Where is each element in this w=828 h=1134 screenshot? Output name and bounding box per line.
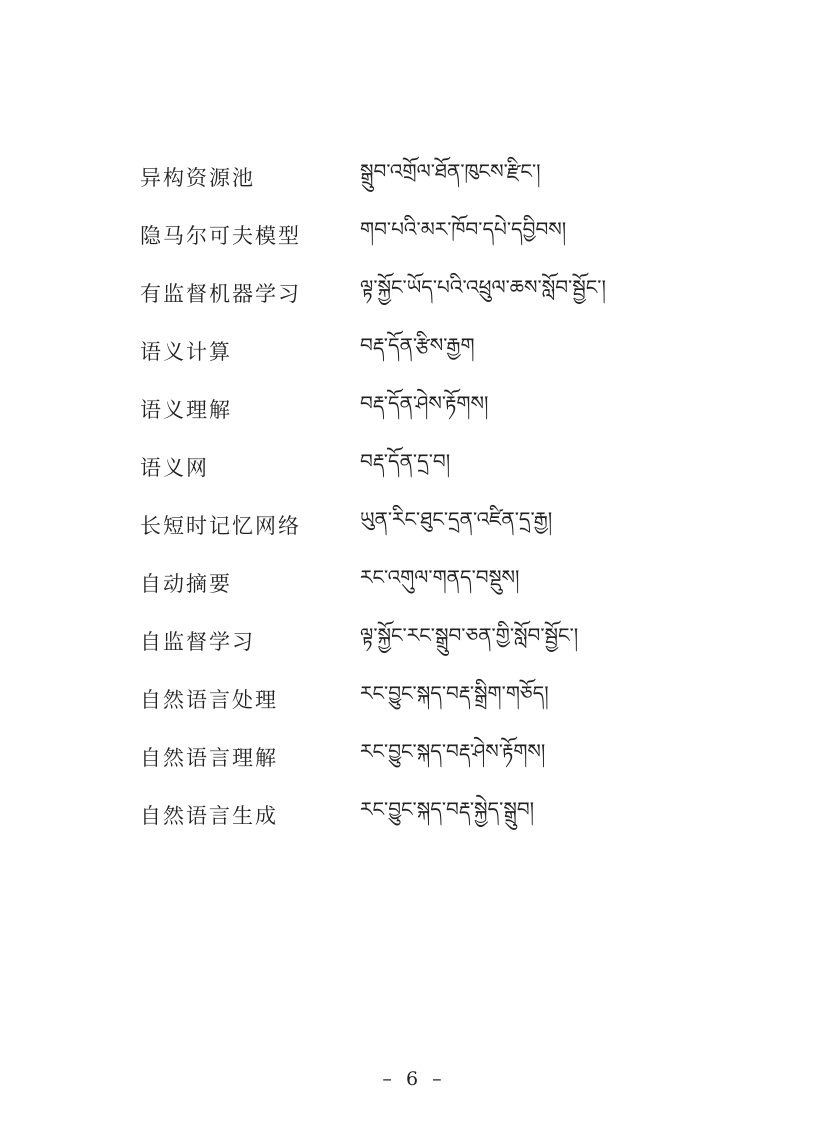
term-chinese: 语义网	[140, 456, 209, 480]
term-chinese: 异构资源池	[140, 166, 255, 190]
term-chinese: 自然语言理解	[140, 746, 278, 770]
term-tibetan: རང་བྱུང་སྐད་བརྡ་ཤེས་རྟོགས།	[360, 739, 546, 763]
term-chinese: 隐马尔可夫模型	[140, 224, 301, 248]
term-tibetan: ཡུན་རིང་ཐུང་དྲན་འཛིན་དྲ་རྒྱ།	[360, 507, 553, 531]
term-tibetan: བརྡ་དོན་དྲ་བ།	[360, 449, 451, 473]
term-tibetan: གབ་པའི་མར་ཁོབ་དཔེ་དབྱིབས།	[360, 217, 567, 241]
term-chinese: 自然语言处理	[140, 688, 278, 712]
glossary-row	[140, 148, 700, 206]
term-chinese: 自动摘要	[140, 572, 232, 596]
glossary-row	[140, 786, 700, 844]
glossary-row	[140, 438, 700, 496]
term-chinese: 语义理解	[140, 398, 232, 422]
term-tibetan: ལྟ་སྐྱོང་རང་སྒྲུབ་ཅན་གྱི་སློབ་སྦྱོང་།	[360, 623, 579, 647]
glossary-row	[140, 670, 700, 728]
term-chinese: 自监督学习	[140, 630, 255, 654]
term-tibetan: རང་བྱུང་སྐད་བརྡ་སྐྱེད་སྒྲུབ།	[360, 797, 535, 821]
term-tibetan: རང་འགུལ་གནད་བསྡུས།	[360, 565, 520, 589]
term-tibetan: སྒྲུབ་འགྲོལ་ཐོན་ཁུངས་རྫིང་།	[360, 159, 541, 183]
term-chinese: 语义计算	[140, 340, 232, 364]
term-tibetan: རང་བྱུང་སྐད་བརྡ་སྒྲིག་གཅོད།	[360, 681, 549, 705]
glossary-row	[140, 206, 700, 264]
glossary-row	[140, 496, 700, 554]
glossary-row	[140, 322, 700, 380]
glossary-row	[140, 380, 700, 438]
glossary-row	[140, 554, 700, 612]
page-number: – 6 –	[382, 1068, 446, 1090]
term-chinese: 长短时记忆网络	[140, 514, 301, 538]
glossary-row	[140, 612, 700, 670]
term-chinese: 自然语言生成	[140, 804, 278, 828]
term-tibetan: བརྡ་དོན་རྩིས་རྒྱག	[360, 333, 475, 357]
term-chinese: 有监督机器学习	[140, 282, 301, 306]
term-tibetan: ལྟ་སྐྱོང་ཡོད་པའི་འཕྲུལ་ཆས་སློབ་སྦྱོང་།	[360, 275, 606, 299]
term-tibetan: བརྡ་དོན་ཤེས་རྟོགས།	[360, 391, 489, 415]
glossary-row	[140, 264, 700, 322]
glossary-list	[140, 148, 700, 844]
glossary-row	[140, 728, 700, 786]
